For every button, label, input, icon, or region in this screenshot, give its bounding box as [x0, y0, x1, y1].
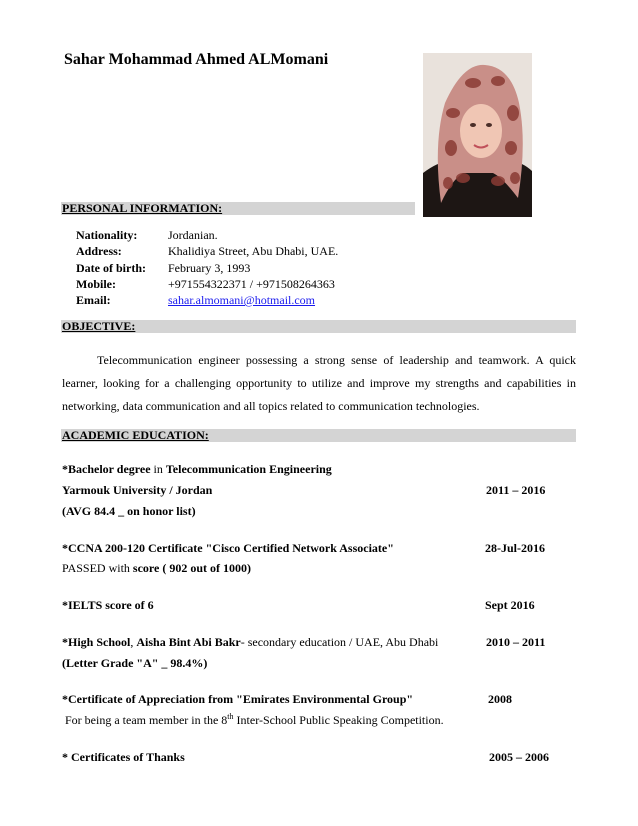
- ccna-date: 28-Jul-2016: [485, 541, 545, 555]
- bachelor-field: Telecommunication Engineering: [165, 462, 332, 476]
- dob-label: Date of birth:: [76, 261, 146, 275]
- hs-years: 2010 – 2011: [486, 635, 546, 649]
- appr-desc-pre: For being a team member in the 8: [65, 713, 228, 727]
- ielts-date: Sept 2016: [485, 598, 535, 612]
- appreciation-title: *Certificate of Appreciation from "Emirates Environmental Group": [62, 692, 414, 706]
- nationality-value: Jordanian.: [168, 228, 218, 242]
- mobile-label: Mobile:: [76, 277, 116, 291]
- profile-photo: [423, 53, 532, 217]
- avg-line: (AVG 84.4 _ on honor list): [62, 504, 196, 518]
- thanks-title: * Certificates of Thanks: [62, 750, 185, 764]
- objective-text: Telecommunication engineer possessing a strong sense of leadership and teamwork. A quick learner, looking for a challenging opportunity to utilize and improve my strengths and capabilities in networking, data communication and all topics related to communication technologies.: [62, 353, 576, 413]
- appr-desc-sup: th: [227, 712, 234, 721]
- hs-name: Aisha Bint Abi Bakr: [136, 635, 241, 649]
- email-link[interactable]: sahar.almomani@hotmail.com: [168, 293, 316, 307]
- dob-value: February 3, 1993: [168, 261, 251, 275]
- ccna-result: [62, 561, 251, 576]
- hs-rest: - secondary education / UAE, Abu Dhabi: [240, 635, 439, 649]
- email-label: Email:: [76, 293, 111, 307]
- hs-prefix: *High School: [62, 635, 131, 649]
- ccna-score: score ( 902 out of 1000): [132, 561, 252, 575]
- appreciation-year: 2008: [488, 692, 512, 706]
- section-title-objective: OBJECTIVE:: [62, 319, 136, 333]
- section-title-education: ACADEMIC EDUCATION:: [62, 428, 209, 442]
- section-title-personal: PERSONAL INFORMATION:: [62, 201, 223, 215]
- university-years: 2011 – 2016: [486, 483, 546, 497]
- bachelor-degree: *Bachelor degree: [62, 462, 151, 476]
- section-header-education: [61, 429, 576, 442]
- appr-desc-post: Inter-School Public Speaking Competition.: [233, 713, 444, 727]
- nationality-label: Nationality:: [76, 228, 138, 242]
- appreciation-desc: [65, 713, 444, 728]
- section-header-personal: [61, 202, 415, 215]
- bachelor-line: [62, 462, 332, 477]
- candidate-name: Sahar Mohammad Ahmed ALMomani: [64, 51, 329, 68]
- hs-grade: (Letter Grade "A" _ 98.4%): [62, 656, 208, 670]
- ccna-passed: PASSED with: [62, 561, 133, 575]
- address-value: Khalidiya Street, Abu Dhabi, UAE.: [168, 244, 339, 258]
- mobile-value: +971554322371 / +971508264363: [168, 277, 335, 291]
- address-label: Address:: [76, 244, 122, 258]
- section-header-objective: [61, 320, 576, 333]
- university: Yarmouk University / Jordan: [62, 483, 213, 497]
- thanks-years: 2005 – 2006: [489, 750, 549, 764]
- ccna-title: *CCNA 200-120 Certificate "Cisco Certified Network Associate": [62, 541, 394, 555]
- high-school-line: [62, 635, 438, 650]
- hs-comma: ,: [130, 635, 137, 649]
- bachelor-in: in: [150, 462, 166, 476]
- ielts-title: *IELTS score of 6: [62, 598, 154, 612]
